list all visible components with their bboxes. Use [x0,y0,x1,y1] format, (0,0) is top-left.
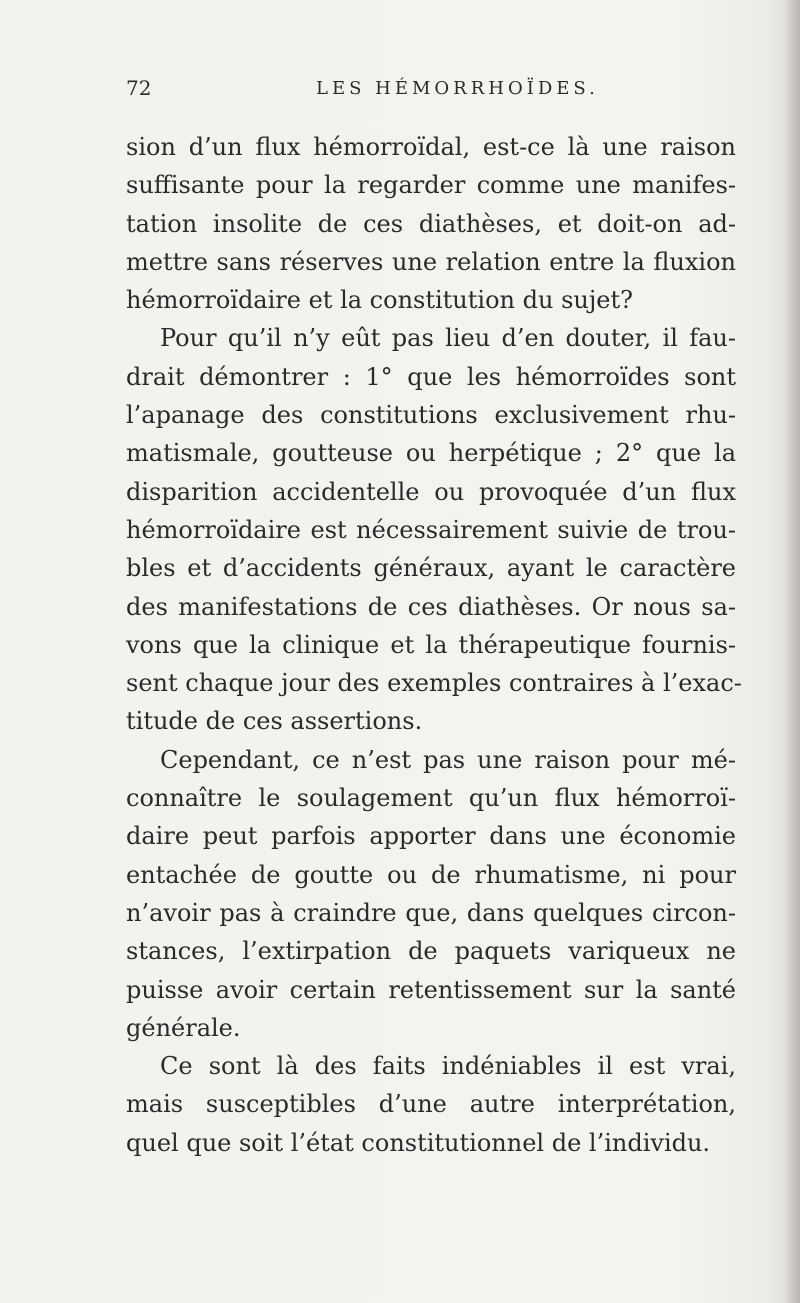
text-line: quel que soit l’état constitutionnel de l’individu. [126,1128,711,1157]
body-text [126,128,742,1162]
text-line: générale. [126,1013,241,1042]
text-line: suffisante pour la regarder comme une manifes- [126,171,736,200]
page-header [126,76,786,106]
text-line: mettre sans réserves une relation entre la fluxion [126,247,736,276]
text-line: vons que la clinique et la thérapeutique fournis- [126,630,736,659]
text-line: hémorroïdaire et la constitution du sujet? [126,286,633,315]
text-line: stances, l’extirpation de paquets variqueux ne [126,937,736,966]
text-line: disparition accidentelle ou provoquée d’un flux [126,477,736,506]
text-line: hémorroïdaire est nécessairement suivie de trou- [126,515,736,544]
text-line: sion d’un flux hémorroïdal, est-ce là une raison [126,133,736,161]
text-line: l’apanage des constitutions exclusivement rhu- [126,401,736,430]
text-line: connaître le soulagement qu’un flux hémorroï- [126,784,736,813]
text-line: n’avoir pas à craindre que, dans quelques circon- [126,898,736,927]
text-line: tation insolite de ces diathèses, et doit-on ad- [126,209,736,238]
page-edge-shadow [786,0,800,1303]
text-line: Ce sont là des faits indéniables il est vrai, [160,1052,736,1081]
page-number: 72 [126,76,152,100]
text-line: matismale, goutteuse ou herpétique ; 2° que la [126,439,736,468]
text-line: sent chaque jour des exemples contraires à l’exac- [126,669,742,698]
running-title: LES HÉMORRHOÏDES. [316,78,599,99]
text-line: drait démontrer : 1° que les hémorroïdes sont [126,362,736,391]
text-line: daire peut parfois apporter dans une économie [126,822,736,851]
text-line: mais susceptibles d’une autre interprétation, [126,1090,736,1119]
text-line: Pour qu’il n’y eût pas lieu d’en douter, il fau- [160,324,736,353]
text-line: des manifestations de ces diathèses. Or nous sa- [126,592,736,621]
text-line: puisse avoir certain retentissement sur la santé [126,975,736,1004]
text-line: Cependant, ce n’est pas une raison pour mé- [160,745,736,774]
text-line: titude de ces assertions. [126,707,423,736]
text-line: bles et d’accidents généraux, ayant le caractère [126,554,736,583]
text-line: entachée de goutte ou de rhumatisme, ni pour [126,860,736,889]
